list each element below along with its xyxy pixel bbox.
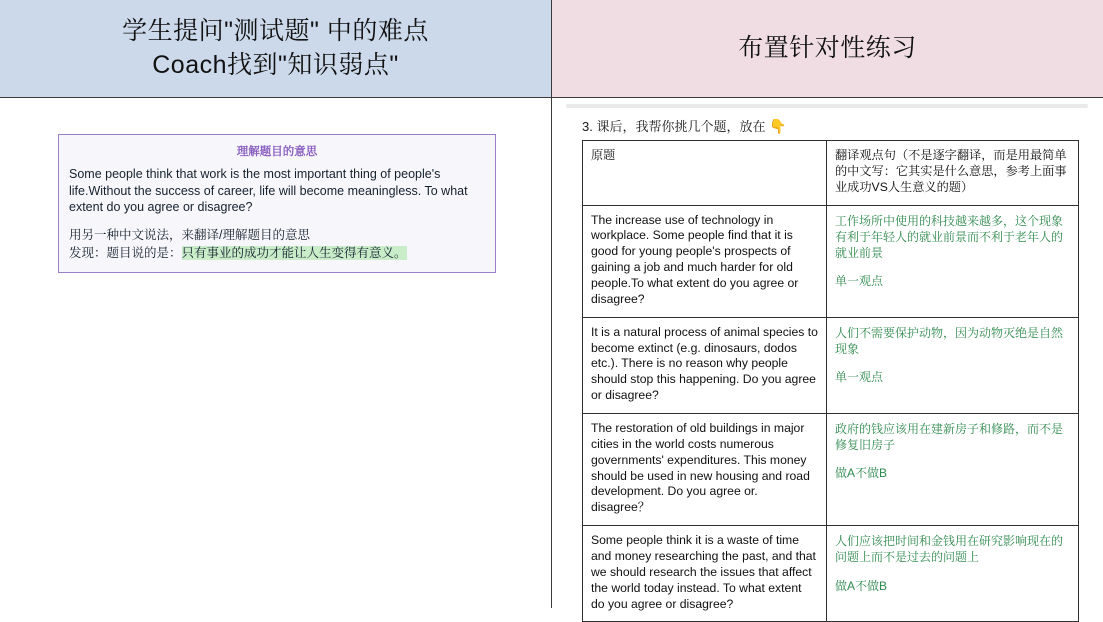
right-panel bbox=[552, 0, 1103, 611]
table-header-original-label: 原题 bbox=[591, 148, 616, 162]
instruction-text bbox=[582, 116, 787, 135]
table-cell-translation bbox=[827, 317, 1079, 413]
right-header bbox=[552, 0, 1103, 98]
table-header-original bbox=[583, 141, 827, 206]
left-header bbox=[0, 0, 551, 98]
note-finding-highlight: 只有事业的成功才能让人生变得有意义。 bbox=[181, 246, 407, 260]
original-text: The restoration of old buildings in major cities in the world costs numerous governments' expenditures. This money should be used in new housing and road development. Do you agree or. disagree？ bbox=[591, 421, 810, 515]
table-header-translation bbox=[827, 141, 1079, 206]
table-cell-translation bbox=[827, 205, 1079, 317]
table-cell-original bbox=[583, 317, 827, 413]
right-body bbox=[552, 98, 1103, 611]
left-panel bbox=[0, 0, 552, 608]
translation-text: 人们应该把时间和金钱用在研究影响现在的问题上而不是过去的问题上 bbox=[835, 534, 1064, 565]
translation-text: 人们不需要保护动物，因为动物灭绝是自然现象 bbox=[835, 325, 1064, 356]
original-text: The increase use of technology in workplace. Some people find that it is good for young people's prospects of gaining a job and much harder for old people.To what extent do you agree or disagree? bbox=[591, 212, 799, 306]
table-cell-translation bbox=[827, 414, 1079, 526]
original-text: It is a natural process of animal species to become extinct (e.g. dinosaurs, dodos etc.). There is no reason why people should stop this happening. Do you agree or disagree? bbox=[591, 324, 818, 403]
table-row bbox=[583, 205, 1079, 317]
opinion-tag: 做A不做B bbox=[835, 466, 888, 481]
note-title: 理解题目的意思 bbox=[236, 146, 318, 158]
left-header-line-2: Coach找到"知识弱点" bbox=[152, 50, 399, 79]
note-finding-prefix: 发现：题目说的是： bbox=[69, 246, 182, 260]
note-english-text: Some people think that work is the most important thing of people's life.Without the success of career, life will become meaningless. To what extent do you agree or disagree? bbox=[69, 167, 468, 215]
question-note-card bbox=[58, 134, 496, 273]
pointing-hand-icon: 👇 bbox=[769, 118, 787, 134]
note-chinese-line-1: 用另一种中文说法，来翻译/理解题目的意思 bbox=[69, 227, 310, 242]
table-row bbox=[583, 414, 1079, 526]
translation-text: 工作场所中使用的科技越来越多，这个现象有利于年轻人的就业前景而不利于老年人的就业前景 bbox=[835, 213, 1064, 260]
practice-table bbox=[582, 140, 1079, 622]
table-row bbox=[583, 317, 1079, 413]
note-chinese-line-2 bbox=[69, 244, 485, 262]
opinion-tag: 单一观点 bbox=[835, 370, 884, 385]
scrollbar-track[interactable] bbox=[566, 104, 1088, 108]
instruction-label: 3. 课后，我帮你挑几个题，放在 bbox=[582, 119, 766, 134]
left-header-line-1: 学生提问"测试题" 中的难点 bbox=[122, 16, 429, 45]
original-text: Some people think it is a waste of time and money researching the past, and that we should research the issues that affect the world today instead. To what extent do you agree or disagree? bbox=[591, 533, 816, 611]
left-body bbox=[0, 98, 551, 607]
translation-text: 政府的钱应该用在建新房子和修路，而不是修复旧房子 bbox=[835, 422, 1064, 453]
right-header-title: 布置针对性练习 bbox=[738, 33, 917, 62]
table-cell-original bbox=[583, 205, 827, 317]
opinion-tag: 单一观点 bbox=[835, 274, 884, 289]
table-cell-original bbox=[583, 414, 827, 526]
opinion-tag: 做A不做B bbox=[835, 578, 888, 593]
table-header-row bbox=[583, 141, 1079, 206]
table-header-translation-label: 翻译观点句（不是逐字翻译，而是用最简单的中文写：它其实是什么意思，参考上面事业成功VS人生意义的题） bbox=[835, 148, 1067, 194]
